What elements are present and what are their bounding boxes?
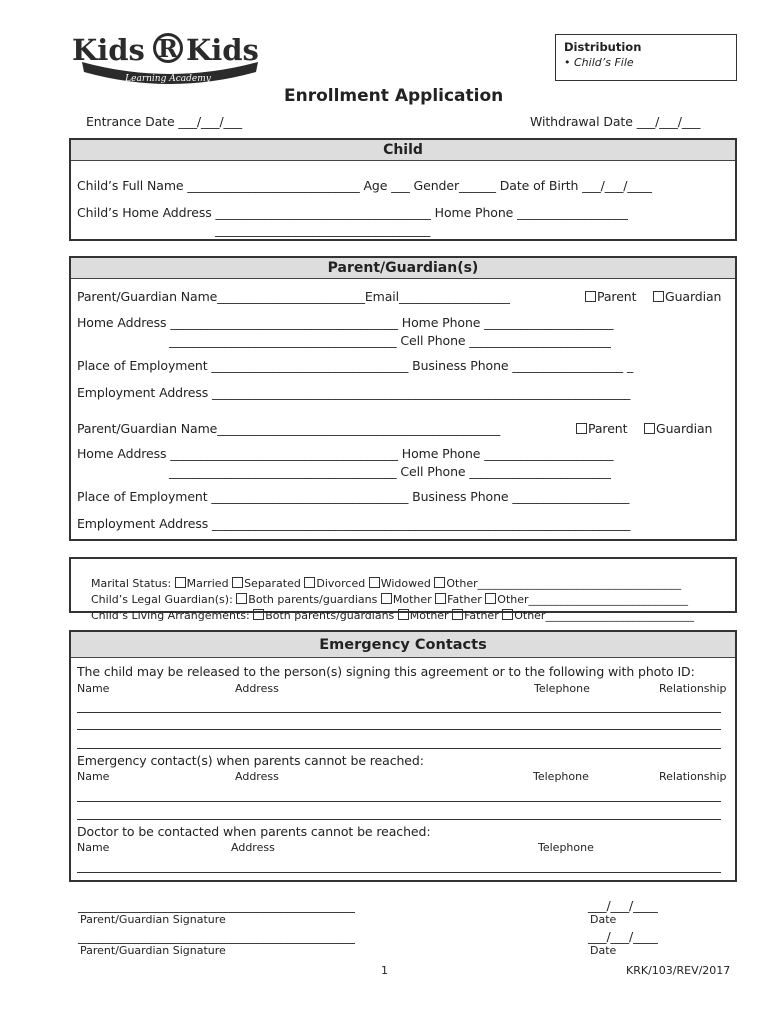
checkbox-icon[interactable]	[253, 609, 264, 620]
checkbox-icon[interactable]	[644, 423, 655, 434]
entrance-date[interactable]: Entrance Date ___/___/___	[86, 114, 243, 129]
living-opt-both: Both parents/guardians	[265, 609, 395, 622]
distribution-box	[555, 34, 737, 81]
legal-opt-other[interactable]: Other_____________________________	[497, 593, 689, 606]
emergency-header: Emergency Contacts	[71, 632, 735, 658]
parent1-parent-label: Parent	[597, 289, 637, 304]
col3-telephone: Telephone	[538, 841, 594, 854]
col-name: Name	[77, 682, 110, 695]
contact-line-2[interactable]	[77, 819, 721, 820]
living-opt-father: Father	[464, 609, 499, 622]
form-code: KRK/103/REV/2017	[626, 964, 731, 977]
parent2-guardian-checkbox[interactable]	[644, 421, 712, 436]
logo-kids-left: Kids	[72, 33, 145, 67]
contact-line-1[interactable]	[77, 801, 721, 802]
page-title: Enrollment Application	[284, 86, 504, 106]
marital-opt-other[interactable]: Other_____________________________________	[446, 577, 682, 590]
child-line-name[interactable]: Child’s Full Name ____________________________ Age ___ Gender______ Date of Birth ___/___/____	[77, 178, 652, 193]
withdrawal-date[interactable]: Withdrawal Date ___/___/___	[530, 114, 701, 129]
marital-opt-married: Married	[186, 577, 229, 590]
signature-line-1[interactable]: _____________________________________________	[78, 898, 355, 913]
emergency-intro-2: Emergency contact(s) when parents cannot be reached:	[77, 753, 424, 768]
parent2-parent-checkbox[interactable]	[576, 421, 627, 436]
col-telephone: Telephone	[534, 682, 590, 695]
col-address: Address	[235, 682, 279, 695]
parent1-employment[interactable]: Place of Employment ________________________________ Business Phone __________________ _	[77, 358, 634, 373]
legal-opt-mother: Mother	[392, 593, 432, 606]
emergency-intro: The child may be released to the person(s) signing this agreement or to the following with photo ID:	[77, 664, 695, 679]
parent1-employment-address[interactable]: Employment Address ____________________________________________________________________	[77, 385, 631, 400]
checkbox-icon[interactable]	[452, 609, 463, 620]
child-line-address[interactable]: Child’s Home Address ___________________________________ Home Phone __________________	[77, 205, 628, 220]
legal-guardian-label: Child’s Legal Guardian(s):	[91, 593, 237, 606]
release-line-1[interactable]	[77, 712, 721, 713]
signature-label-2: Parent/Guardian Signature	[80, 944, 226, 957]
page-number: 1	[381, 964, 388, 977]
parent1-parent-checkbox[interactable]	[585, 289, 636, 304]
col2-relationship: Relationship	[659, 770, 727, 783]
legal-opt-both: Both parents/guardians	[248, 593, 378, 606]
parents-section	[69, 256, 737, 541]
marital-opt-widowed: Widowed	[380, 577, 431, 590]
logo-tagline: Learning Academy	[125, 74, 211, 84]
checkbox-icon[interactable]	[502, 609, 513, 620]
release-line-2[interactable]	[77, 729, 721, 730]
col2-telephone: Telephone	[533, 770, 589, 783]
parents-header: Parent/Guardian(s)	[71, 258, 735, 279]
date-label-1: Date	[590, 913, 617, 926]
distribution-title: Distribution	[564, 40, 642, 54]
parent1-home[interactable]: Home Address _____________________________________ Home Phone _____________________	[77, 315, 614, 330]
doctor-line[interactable]	[77, 872, 721, 873]
date-label-2: Date	[590, 944, 617, 957]
parent1-name-email[interactable]: Parent/Guardian Name________________________Email__________________	[77, 289, 510, 304]
parent1-guardian-label: Guardian	[665, 289, 722, 304]
checkbox-icon[interactable]	[653, 291, 664, 302]
living-opt-mother: Mother	[409, 609, 449, 622]
child-header: Child	[71, 140, 735, 161]
child-line-address-2[interactable]: ___________________________________	[215, 222, 431, 237]
distribution-item: • Child’s File	[564, 56, 634, 69]
logo-r: R	[158, 34, 178, 63]
living-opt-other[interactable]: Other___________________________	[514, 609, 694, 622]
parent2-cell[interactable]: _____________________________________ Cell Phone _______________________	[169, 464, 611, 479]
marital-status-label: Marital Status:	[91, 577, 175, 590]
doctor-intro: Doctor to be contacted when parents cannot be reached:	[77, 824, 431, 839]
checkbox-icon[interactable]	[576, 423, 587, 434]
col3-name: Name	[77, 841, 110, 854]
col-relationship: Relationship	[659, 682, 727, 695]
col2-name: Name	[77, 770, 110, 783]
signature-label-1: Parent/Guardian Signature	[80, 913, 226, 926]
legal-opt-father: Father	[447, 593, 482, 606]
marital-opt-divorced: Divorced	[316, 577, 366, 590]
parent1-cell[interactable]: _____________________________________ Cell Phone _______________________	[169, 333, 611, 348]
emergency-section	[69, 630, 737, 882]
parent2-employment-address[interactable]: Employment Address ____________________________________________________________________	[77, 516, 631, 531]
col3-address: Address	[231, 841, 275, 854]
release-line-3[interactable]	[77, 748, 721, 749]
date-line-2[interactable]: ___/___/____	[588, 929, 658, 944]
logo-kids-right: Kids	[186, 33, 259, 67]
status-section	[69, 557, 737, 622]
signature-line-2[interactable]: _____________________________________________	[78, 929, 355, 944]
parent2-home[interactable]: Home Address _____________________________________ Home Phone _____________________	[77, 446, 614, 461]
parent2-guardian-label: Guardian	[656, 421, 713, 436]
child-section	[69, 138, 737, 241]
checkbox-icon[interactable]	[585, 291, 596, 302]
checkbox-icon[interactable]	[398, 609, 409, 620]
date-line-1[interactable]: ___/___/____	[588, 898, 658, 913]
col2-address: Address	[235, 770, 279, 783]
parent1-guardian-checkbox[interactable]	[653, 289, 721, 304]
parent2-name[interactable]: Parent/Guardian Name______________________________________________	[77, 421, 501, 436]
living-arrangements-label: Child’s Living Arrangements:	[91, 609, 254, 622]
marital-opt-separated: Separated	[244, 577, 301, 590]
parent2-employment[interactable]: Place of Employment ________________________________ Business Phone ___________________	[77, 489, 630, 504]
parent2-parent-label: Parent	[588, 421, 628, 436]
kids-r-kids-logo	[70, 28, 270, 88]
